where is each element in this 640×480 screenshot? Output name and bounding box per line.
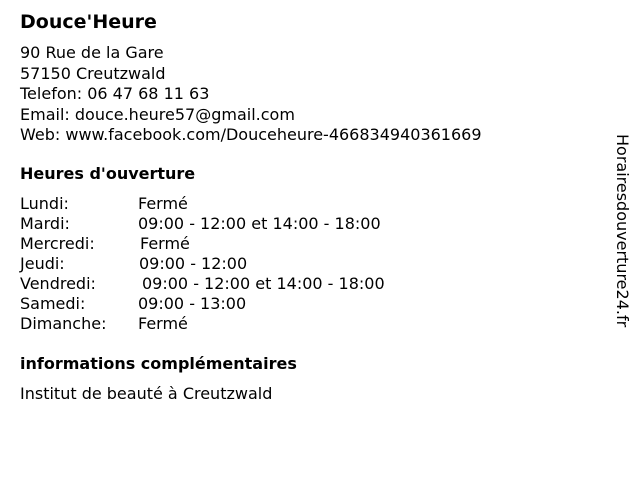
day-label: Vendredi:	[20, 274, 96, 293]
day-hours: 09:00 - 12:00 et 14:00 - 18:00	[142, 274, 385, 293]
day-label: Jeudi:	[20, 254, 65, 273]
address-block	[20, 43, 482, 146]
phone-number: Telefon: 06 47 68 11 63	[20, 84, 210, 103]
city-postal: 57150 Creutzwald	[20, 63, 166, 83]
day-hours: Fermé	[138, 194, 188, 213]
street-address: 90 Rue de la Gare	[20, 43, 164, 62]
day-hours: 09:00 - 12:00	[139, 254, 248, 273]
additional-info-text: Institut de beauté à Creutzwald	[20, 384, 273, 403]
day-hours: 09:00 - 12:00 et 14:00 - 18:00	[138, 214, 381, 233]
day-label: Dimanche:	[20, 314, 107, 333]
day-label: Mardi:	[20, 214, 70, 233]
day-label: Lundi:	[20, 194, 69, 213]
day-label: Samedi:	[20, 294, 86, 313]
day-label: Mercredi:	[20, 234, 95, 253]
site-watermark: Horairesdouverture24.fr	[613, 134, 632, 328]
day-hours: Fermé	[140, 234, 190, 253]
day-hours: 09:00 - 13:00	[138, 294, 247, 313]
opening-hours-heading: Heures d'ouverture	[20, 164, 196, 183]
additional-info-heading: informations complémentaires	[20, 354, 297, 373]
day-hours: Fermé	[138, 314, 188, 333]
business-name: Douce'Heure	[20, 11, 157, 33]
email-address: Email: douce.heure57@gmail.com	[20, 104, 295, 124]
website-url: Web: www.facebook.com/Douceheure-466834940361669	[20, 125, 482, 144]
